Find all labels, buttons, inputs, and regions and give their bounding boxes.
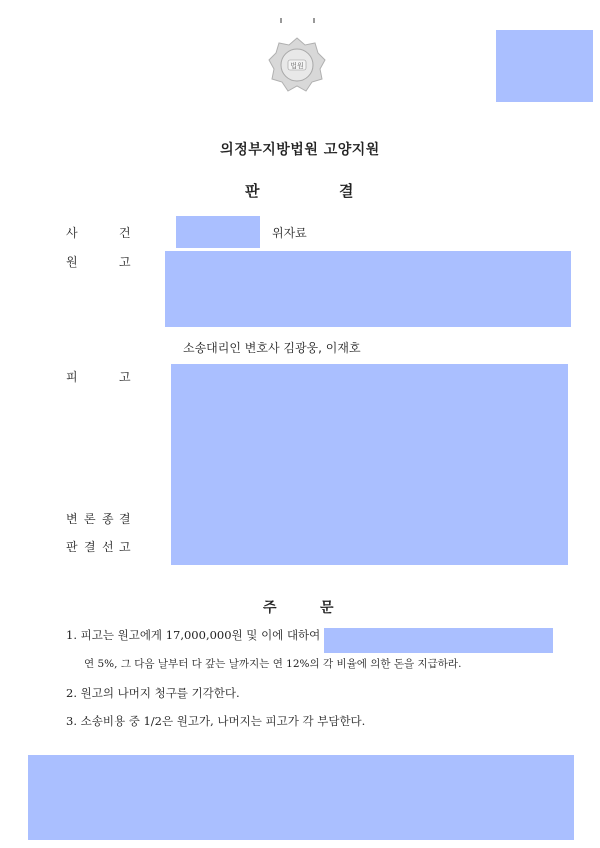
verdict-label-char: 결 (84, 540, 96, 554)
redaction-plaintiff (165, 251, 571, 327)
doc-title-char: 결 (339, 182, 354, 200)
closing-label-char: 론 (84, 512, 96, 526)
redaction-top-right (496, 30, 593, 102)
redaction-case-number (176, 216, 260, 248)
court-seal-emblem (268, 36, 326, 94)
ruling-heading-char: 문 (320, 600, 334, 616)
verdict-label-char: 판 (66, 540, 78, 554)
verdict-label-char: 선 (102, 540, 114, 554)
ruling-item-2: 2. 원고의 나머지 청구를 기각한다. (66, 686, 240, 700)
closing-label-char: 변 (66, 512, 78, 526)
ruling-item-3: 3. 소송비용 중 1/2은 원고가, 나머지는 피고가 각 부담한다. (66, 714, 366, 728)
defendant-label-char: 고 (119, 370, 131, 384)
seal-tick-mark (313, 18, 315, 23)
closing-label-char: 결 (119, 512, 131, 526)
redaction-defendant-and-dates (171, 364, 568, 565)
case-label-char: 건 (119, 226, 131, 240)
ruling-item-1: 1. 피고는 원고에게 17,000,000원 및 이에 대하여 (66, 628, 321, 642)
ruling-item-1-cont: 연 5%, 그 다음 날부터 다 갚는 날까지는 연 12%의 각 비율에 의한 돈을 지급하라. (84, 658, 462, 670)
redaction-ruling-date (324, 628, 553, 653)
court-name: 의정부지방법원 고양지원 (220, 142, 380, 158)
case-label-char: 사 (66, 226, 78, 240)
defendant-label-char: 피 (66, 370, 78, 384)
case-type: 위자료 (272, 226, 307, 240)
doc-title-char: 판 (245, 182, 260, 200)
ruling-heading-char: 주 (263, 600, 277, 616)
seal-lettering: 법원 (290, 62, 304, 70)
plaintiff-counsel: 소송대리인 변호사 김광웅, 이재호 (183, 341, 361, 355)
closing-label-char: 종 (102, 512, 114, 526)
seal-tick-mark (280, 18, 282, 23)
redaction-bottom (28, 755, 574, 840)
plaintiff-label-char: 원 (66, 255, 78, 269)
plaintiff-label-char: 고 (119, 255, 131, 269)
verdict-label-char: 고 (119, 540, 131, 554)
